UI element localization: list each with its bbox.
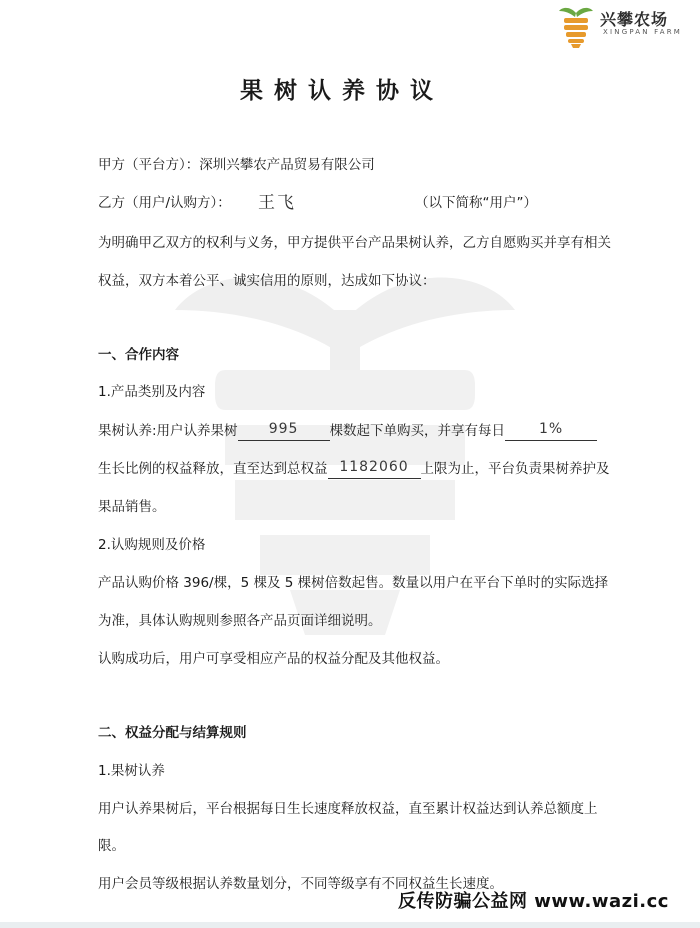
total-rights-blank	[328, 461, 421, 479]
trees-count-value: 995	[268, 421, 299, 437]
party-a-line: 甲方（平台方）：深圳兴攀农产品贸易有限公司	[98, 157, 375, 173]
adoption-line-2	[98, 459, 610, 479]
adoption-line-1	[98, 421, 597, 441]
total-rights-value: 1182060	[339, 459, 409, 475]
adoption-line-1-a: 果树认养:用户认养果树	[98, 423, 238, 439]
distribution-line-2: 限。	[98, 838, 125, 854]
brand-logo-icon	[556, 4, 596, 50]
party-b-signature: 王飞	[258, 193, 296, 213]
section-1-subtitle-1: 1.产品类别及内容	[98, 384, 206, 400]
section-2-subtitle-1: 1.果树认养	[98, 763, 165, 779]
adoption-line-1-b: 棵数起下单购买，并享有每日	[329, 423, 506, 439]
adoption-line-2-b: 上限为止，平台负责果树养护及	[420, 461, 610, 477]
adoption-line-3: 果品销售。	[98, 499, 166, 515]
pricing-line-3: 认购成功后，用户可享受相应产品的权益分配及其他权益。	[98, 651, 449, 667]
section-2-title: 二、权益分配与结算规则	[98, 725, 247, 741]
footer-watermark-text: 反传防骗公益网 www.wazi.cc	[398, 891, 669, 912]
bottom-edge-strip	[0, 922, 700, 928]
party-b-label: 乙方（用户/认购方）：	[98, 195, 231, 211]
adoption-line-2-a: 生长比例的权益释放，直至达到总权益	[98, 461, 328, 477]
document-title: 果树认养协议	[240, 78, 444, 104]
daily-rate-value: 1%	[538, 421, 564, 437]
section-1-subtitle-2: 2.认购规则及价格	[98, 537, 206, 553]
intro-line-2: 权益，双方本着公平、诚实信用的原则，达成如下协议：	[98, 273, 436, 289]
pricing-line-2: 为准，具体认购规则参照各产品页面详细说明。	[98, 613, 382, 629]
pricing-line-1: 产品认购价格 396/棵，5 棵及 5 棵树倍数起售。数量以用户在平台下单时的实际选择	[98, 575, 609, 591]
intro-line-1: 为明确甲乙双方的权利与义务，甲方提供平台产品果树认养，乙方自愿购买并享有相关	[98, 235, 611, 251]
distribution-line-1: 用户认养果树后，平台根据每日生长速度释放权益，直至累计权益达到认养总额度上	[98, 801, 598, 817]
trees-count-blank	[238, 423, 330, 441]
brand-subtitle: XINGPAN FARM	[603, 28, 683, 36]
party-b-note: （以下简称“用户”）	[415, 195, 537, 211]
brand-name: 兴攀农场	[600, 10, 669, 29]
section-1-title: 一、合作内容	[98, 347, 179, 363]
daily-rate-blank	[505, 423, 597, 441]
distribution-line-3: 用户会员等级根据认养数量划分，不同等级享有不同权益生长速度。	[98, 876, 503, 892]
